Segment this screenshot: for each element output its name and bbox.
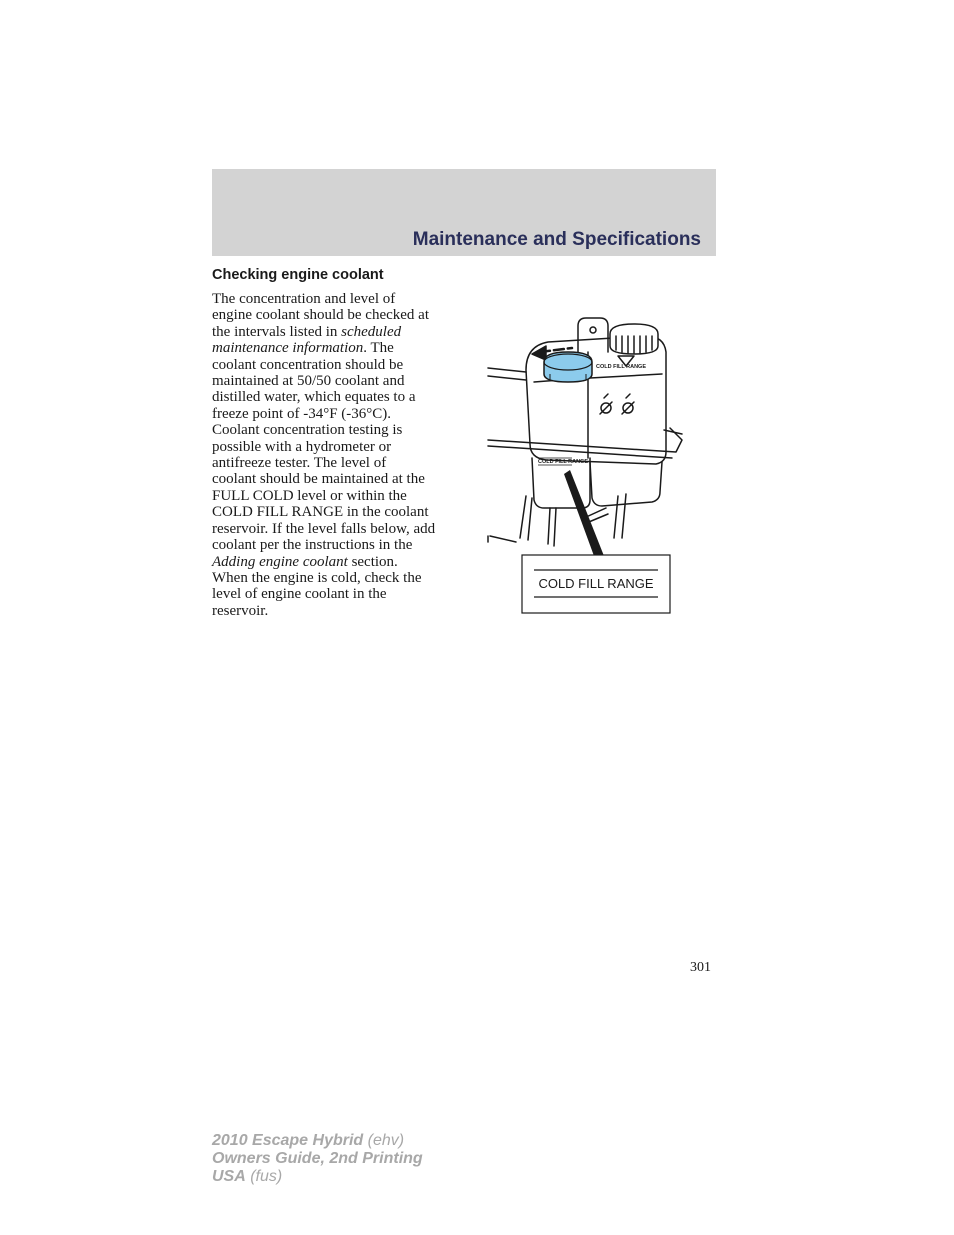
body-line: freeze point of -34°F (-36°C).: [212, 405, 392, 422]
body-line: antifreeze tester. The level of: [212, 455, 387, 472]
footer-line-1: 2010 Escape Hybrid (ehv): [212, 1132, 405, 1149]
footer-line-3: USA (fus): [212, 1168, 283, 1185]
body-paragraph: [212, 291, 468, 619]
body-line: Adding engine coolant section.: [212, 553, 398, 570]
body-line: distilled water, which equates to a: [212, 389, 416, 406]
body-line: maintenance information. The: [212, 340, 394, 357]
body-line: maintained at 50/50 coolant and: [212, 373, 405, 390]
coolant-reservoir-figure: [486, 312, 686, 618]
section-header-band: [212, 169, 716, 256]
page-number: 301: [690, 960, 711, 975]
body-line: When the engine is cold, check the: [212, 569, 422, 586]
tank-label-lower: COLD FILL RANGE: [538, 459, 589, 465]
body-line: level of engine coolant in the: [212, 586, 387, 603]
body-line: engine coolant should be checked at: [212, 307, 430, 324]
body-line: FULL COLD level or within the: [212, 487, 407, 504]
body-line: The concentration and level of: [212, 291, 396, 307]
callout-pointer: [564, 470, 604, 556]
body-line: Coolant concentration testing is: [212, 422, 403, 439]
body-line: coolant per the instructions in the: [212, 537, 413, 554]
body-line: possible with a hydrometer or: [212, 438, 392, 455]
frame-rail-upper: [488, 368, 526, 372]
body-line: COLD FILL RANGE in the coolant: [212, 504, 429, 521]
coolant-filler-cap: [544, 352, 592, 382]
subheading: Checking engine coolant: [212, 267, 384, 283]
body-line: reservoir. If the level falls below, add: [212, 520, 436, 537]
mounting-tab: [578, 318, 608, 352]
body-line: reservoir.: [212, 602, 269, 619]
footer-line-2: Owners Guide, 2nd Printing: [212, 1150, 423, 1167]
mounting-hole: [590, 327, 596, 333]
reservoir-body: [526, 336, 666, 464]
body-line: coolant should be maintained at the: [212, 471, 425, 488]
body-line: the intervals listed in scheduled: [212, 323, 402, 340]
footer-imprint: [212, 1132, 423, 1186]
callout-box: [522, 555, 670, 613]
body-line: coolant concentration should be: [212, 356, 404, 373]
coolant-reservoir-illustration: [486, 312, 686, 618]
tank-label-upper: COLD FILL RANGE: [596, 364, 647, 370]
callout-label: COLD FILL RANGE: [538, 576, 654, 591]
section-title: Maintenance and Specifications: [412, 229, 701, 250]
